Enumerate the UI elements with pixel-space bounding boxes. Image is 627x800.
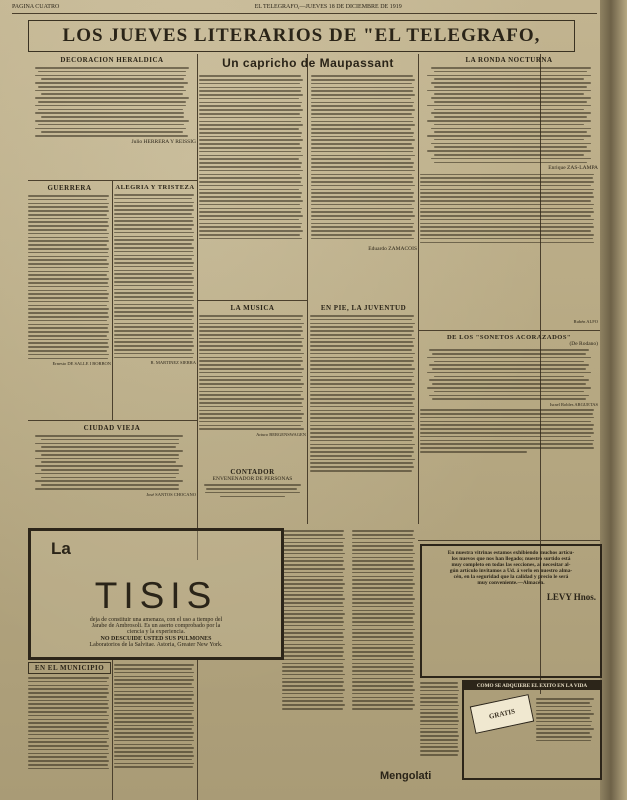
mengolati-advertisement	[380, 770, 460, 796]
ad-ribbon-graphic: GRATIS	[470, 694, 535, 734]
ad-line: Jarabe de Ambrosoli. Es un aserto comprobado por la	[91, 623, 221, 629]
article-heading: DE LOS "SONETOS ACORAZADOS"	[446, 334, 572, 341]
article-heading: LA MUSICA	[230, 304, 275, 312]
article-heading: GUERRERA	[47, 184, 92, 192]
alegria-tristeza-article	[114, 184, 196, 418]
news-column	[114, 662, 196, 798]
guerrera-article	[28, 184, 111, 418]
levy-advertisement	[420, 544, 602, 678]
continuation-columns	[282, 528, 416, 798]
article-heading: LA RONDA NOCTURNA	[465, 56, 553, 64]
article-author: Eduardo ZAMACOIS	[368, 245, 417, 252]
article-author: Julio HERRERA Y REISSIG	[131, 138, 196, 145]
page-fold-shadow	[600, 0, 627, 800]
notice-subheading: ENVENENADOR DE PERSONAS	[212, 476, 293, 482]
article-heading: Un capricho de Maupassant	[222, 56, 394, 70]
ad-line: ciencia y la experiencia.	[127, 629, 185, 635]
ciudad-vieja-article	[28, 424, 196, 530]
column-rule	[197, 54, 198, 560]
article-author: Israel Robles ARGUETAS	[549, 402, 598, 408]
page-header	[12, 1, 597, 14]
column-rule	[112, 180, 113, 420]
ad-tisis-word: TISIS	[94, 575, 218, 616]
article-author: Arturo BERGENSWAGEN	[256, 432, 306, 438]
ad-line: En nuestra vitrinas estamos exhibiendo muchos artícu-	[447, 550, 575, 556]
ad-title: COMO SE ADQUIERE EL EXITO EN LA VIDA	[464, 682, 600, 690]
article-author: José SANTOS CHOCANO	[146, 491, 196, 497]
article-heading: DECORACION HERALDICA	[60, 56, 164, 64]
ad-brand-name: Mengolati	[380, 770, 432, 782]
article-heading: CIUDAD VIEJA	[83, 424, 141, 432]
article-author: Rubén ALFO	[573, 319, 598, 324]
ad-line: los nuevos que nos han llegado; nuestro surtido está	[451, 556, 571, 562]
ad-la-label: La	[51, 539, 71, 558]
exito-advertisement	[462, 680, 602, 780]
tisis-advertisement	[28, 528, 284, 660]
section-rule	[418, 540, 600, 541]
ad-line: deja de constituir una amenaza, con el uso a tiempo del	[89, 617, 223, 623]
ad-line: cén, en la seguridad que la calidad y precio le será	[453, 574, 569, 580]
article-heading: EN PIE, LA JUVENTUD	[320, 304, 407, 312]
article-subheading: (De Rodano)	[569, 341, 598, 347]
contador-notice	[199, 468, 306, 524]
column-rule	[112, 660, 113, 800]
section-rule	[28, 180, 197, 181]
ad-brand-name: LEVY Hnos.	[546, 592, 596, 602]
ad-line: NO DESCUIDE USTED SUS PULMONES	[100, 636, 212, 642]
article-heading: EN EL MUNICIPIO	[28, 662, 111, 674]
article-author: R. MARTINEZ SIERRA	[150, 360, 196, 366]
page-number-label: PAGINA CUATRO	[12, 4, 60, 10]
article-author: Enrique ZAS-LAMPA	[548, 165, 598, 172]
municipio-article	[28, 662, 111, 798]
ronda-continuation	[420, 250, 598, 330]
sonetos-acorazados-article	[420, 334, 598, 538]
notice-heading: CONTADOR	[230, 468, 275, 476]
article-author: Ernesto DE SALLE I BORBON	[52, 361, 111, 367]
masthead-date: EL TELEGRAFO,—JUEVES 18 DE DICIEMBRE DE 1919	[254, 4, 402, 10]
column-rule	[418, 54, 419, 524]
section-title: LOS JUEVES LITERARIOS DE "EL TELEGRAFO,	[28, 20, 575, 52]
juventud-article	[310, 304, 417, 524]
ad-line: muy conveniente.—Almacén.	[477, 580, 545, 586]
column-rule	[197, 660, 198, 800]
section-rule	[28, 420, 197, 421]
ad-line: muy completo en todas las secciones, al necesitar al-	[451, 562, 571, 568]
decoracion-heraldica-article	[28, 56, 196, 178]
ad-line: gún artículo invitamos a Ud. á verlo en nuestro alma-	[449, 568, 573, 574]
section-rule	[418, 330, 600, 331]
ad-line: Laboratorios de la Salvitae. Astoria, Greater New York.	[89, 642, 223, 648]
la-musica-article	[199, 304, 306, 464]
article-heading: ALEGRIA Y TRISTEZA	[115, 184, 195, 191]
